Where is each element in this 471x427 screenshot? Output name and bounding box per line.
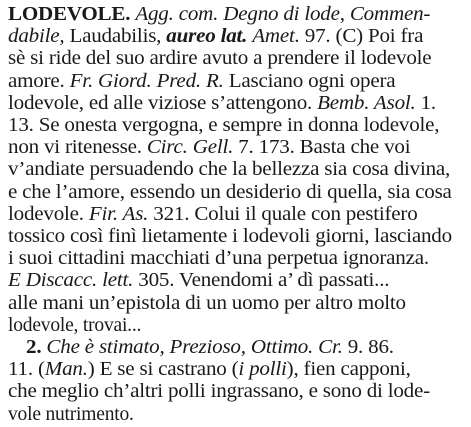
body-text: 11. (: [8, 359, 45, 381]
body-text: Lasciano ogni opera: [223, 70, 396, 92]
body-text: amore.: [8, 70, 70, 92]
italic-text: dabile,: [8, 26, 65, 48]
body-text: Laudabilis,: [64, 26, 167, 48]
italic-text: Amet.: [252, 26, 300, 48]
entry-line: [8, 292, 406, 316]
body-text: ) E se si castrano (: [87, 359, 239, 381]
body-text: ), fien capponi,: [286, 359, 411, 381]
entry-line: [8, 92, 436, 116]
body-text: sè si ride del suo ardire avuto a prendere il lodevole: [8, 48, 432, 70]
entry-line: [8, 136, 410, 160]
italic-text: Agg. com. Degno di lode, Commen-: [135, 4, 431, 25]
entry-line: [8, 158, 450, 182]
italic-text: E Discacc. lett.: [8, 270, 134, 292]
body-text: 321. Colui il quale con pestifero: [148, 203, 418, 225]
body-text: lodevole, ed alle viziose s’attengono.: [8, 92, 318, 114]
entry-line: [8, 247, 429, 271]
body-text: 1.: [415, 92, 436, 114]
body-text: 97. (C) Poi fra: [299, 26, 424, 48]
bold-text: 2.: [26, 337, 42, 358]
body-text: che meglio ch’altri polli ingrassano, e sono di lode-: [8, 381, 430, 403]
body-text: alle mani un’epistola di un uomo per altro molto: [8, 292, 406, 314]
body-text: tossico così finì lietamente i lodevoli giorni, lasciando: [8, 226, 452, 247]
entry-line: [8, 380, 430, 404]
bold-text: LODEVOLE.: [8, 4, 131, 25]
italic-text: Man.: [44, 359, 88, 381]
body-text: 9. 86.: [342, 337, 394, 358]
body-text: 305. Venendomi a’ dì passati...: [133, 270, 390, 292]
body-text: lodevole.: [8, 203, 89, 225]
italic-text: Che è stimato, Prezioso, Ottimo. Cr.: [46, 337, 343, 358]
entry-line: [8, 70, 395, 94]
italic-text: i polli: [238, 359, 287, 381]
body-text: e che l’amore, essendo un desiderio di quella, sia cosa: [8, 181, 452, 203]
entry-line: [8, 181, 452, 205]
italic-text: aureo lat.: [166, 26, 248, 48]
entry-line: [8, 358, 411, 382]
entry-line: [8, 47, 431, 71]
entry-line: [8, 25, 423, 49]
body-text: 13. Se onesta vergogna, e sempre in donna lodevole,: [8, 115, 440, 136]
body-text: v’andiate persuadendo che la bellezza sia cosa divina,: [8, 159, 451, 181]
entry-line: [8, 3, 430, 27]
italic-text: Fr. Giord. Pred. R.: [69, 70, 224, 92]
body-text: 7. 173. Basta che voi: [233, 137, 411, 159]
entry-line: [8, 225, 452, 249]
body-text: vole nutrimento.: [8, 403, 134, 425]
entry-line: [8, 114, 439, 138]
entry-line: [8, 314, 141, 338]
body-text: i suoi cittadini macchiati d’una perpetua ignoranza.: [8, 248, 429, 270]
italic-text: Bemb. Asol.: [317, 92, 416, 114]
entry-line: [8, 403, 134, 427]
body-text: non vi ritenesse.: [8, 137, 147, 159]
body-text: lodevole, trovai...: [8, 314, 142, 336]
entry-line: [8, 269, 389, 293]
entry-line: [8, 203, 418, 227]
entry-line: [26, 336, 394, 360]
italic-text: Circ. Gell.: [146, 137, 234, 159]
italic-text: Fir. As.: [88, 203, 149, 225]
